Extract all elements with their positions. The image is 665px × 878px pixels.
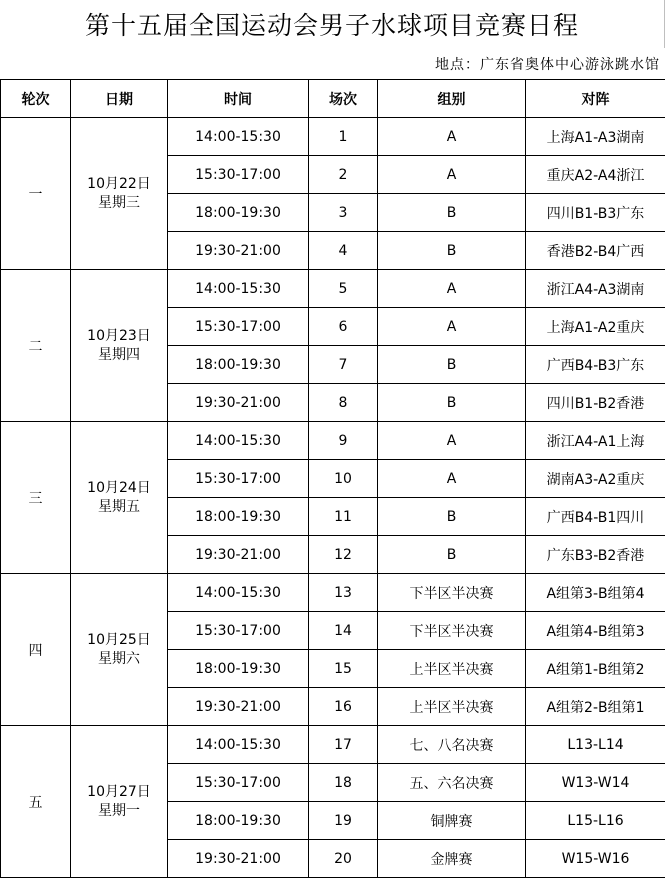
time-cell: 19:30-21:00 xyxy=(168,536,309,574)
matchup-cell: 重庆A2-A4浙江 xyxy=(526,156,665,194)
date-text: 10月24日 xyxy=(71,479,167,498)
header-date: 日期 xyxy=(71,80,168,118)
match-no-cell: 4 xyxy=(309,232,378,270)
table-row xyxy=(1,270,665,308)
weekday-text: 星期五 xyxy=(71,498,167,517)
match-no-cell: 20 xyxy=(309,840,378,878)
time-cell: 15:30-17:00 xyxy=(168,460,309,498)
match-no-cell: 15 xyxy=(309,650,378,688)
group-cell: A xyxy=(378,422,526,460)
match-no-cell: 6 xyxy=(309,308,378,346)
match-no-cell: 7 xyxy=(309,346,378,384)
match-no-cell: 13 xyxy=(309,574,378,612)
matchup-cell: 四川B1-B3广东 xyxy=(526,194,665,232)
group-cell: A xyxy=(378,118,526,156)
group-cell: B xyxy=(378,346,526,384)
matchup-cell: 上海A1-A2重庆 xyxy=(526,308,665,346)
weekday-text: 星期六 xyxy=(71,650,167,669)
matchup-cell: 广西B4-B3广东 xyxy=(526,346,665,384)
round-cell: 二 xyxy=(1,270,71,422)
match-no-cell: 10 xyxy=(309,460,378,498)
time-cell: 15:30-17:00 xyxy=(168,612,309,650)
date-cell xyxy=(71,422,168,574)
matchup-cell: A组第2-B组第1 xyxy=(526,688,665,726)
matchup-cell: 广西B4-B1四川 xyxy=(526,498,665,536)
group-cell: 五、六名决赛 xyxy=(378,764,526,802)
matchup-cell: A组第1-B组第2 xyxy=(526,650,665,688)
match-no-cell: 16 xyxy=(309,688,378,726)
time-cell: 19:30-21:00 xyxy=(168,840,309,878)
header-time: 时间 xyxy=(168,80,309,118)
matchup-cell: L15-L16 xyxy=(526,802,665,840)
group-cell: B xyxy=(378,536,526,574)
header-round: 轮次 xyxy=(1,80,71,118)
group-cell: B xyxy=(378,498,526,536)
round-cell: 五 xyxy=(1,726,71,878)
table-row xyxy=(1,574,665,612)
weekday-text: 星期一 xyxy=(71,802,167,821)
header-matchup: 对阵 xyxy=(526,80,665,118)
match-no-cell: 1 xyxy=(309,118,378,156)
table-row xyxy=(1,118,665,156)
match-no-cell: 11 xyxy=(309,498,378,536)
table-row xyxy=(1,422,665,460)
group-cell: B xyxy=(378,194,526,232)
table-row xyxy=(1,726,665,764)
time-cell: 18:00-19:30 xyxy=(168,346,309,384)
group-cell: 铜牌赛 xyxy=(378,802,526,840)
matchup-cell: 上海A1-A3湖南 xyxy=(526,118,665,156)
match-no-cell: 3 xyxy=(309,194,378,232)
time-cell: 18:00-19:30 xyxy=(168,802,309,840)
round-cell: 三 xyxy=(1,422,71,574)
round-cell: 一 xyxy=(1,118,71,270)
matchup-cell: 香港B2-B4广西 xyxy=(526,232,665,270)
group-cell: A xyxy=(378,270,526,308)
venue-label: 地点：广东省奥体中心游泳跳水馆 xyxy=(0,49,660,78)
schedule-body xyxy=(1,118,665,878)
date-text: 10月27日 xyxy=(71,783,167,802)
weekday-text: 星期四 xyxy=(71,346,167,365)
group-cell: 上半区半决赛 xyxy=(378,650,526,688)
match-no-cell: 14 xyxy=(309,612,378,650)
matchup-cell: A组第4-B组第3 xyxy=(526,612,665,650)
matchup-cell: 浙江A4-A1上海 xyxy=(526,422,665,460)
date-text: 10月23日 xyxy=(71,327,167,346)
matchup-cell: W13-W14 xyxy=(526,764,665,802)
date-cell xyxy=(71,270,168,422)
time-cell: 14:00-15:30 xyxy=(168,726,309,764)
match-no-cell: 5 xyxy=(309,270,378,308)
time-cell: 18:00-19:30 xyxy=(168,498,309,536)
group-cell: 上半区半决赛 xyxy=(378,688,526,726)
time-cell: 14:00-15:30 xyxy=(168,270,309,308)
time-cell: 18:00-19:30 xyxy=(168,650,309,688)
matchup-cell: 湖南A3-A2重庆 xyxy=(526,460,665,498)
match-no-cell: 8 xyxy=(309,384,378,422)
group-cell: A xyxy=(378,308,526,346)
match-no-cell: 12 xyxy=(309,536,378,574)
time-cell: 14:00-15:30 xyxy=(168,118,309,156)
matchup-cell: W15-W16 xyxy=(526,840,665,878)
header-match-no: 场次 xyxy=(309,80,378,118)
time-cell: 19:30-21:00 xyxy=(168,384,309,422)
match-no-cell: 19 xyxy=(309,802,378,840)
group-cell: 下半区半决赛 xyxy=(378,574,526,612)
time-cell: 14:00-15:30 xyxy=(168,574,309,612)
match-no-cell: 18 xyxy=(309,764,378,802)
matchup-cell: 广东B3-B2香港 xyxy=(526,536,665,574)
schedule-table xyxy=(0,79,665,878)
time-cell: 19:30-21:00 xyxy=(168,232,309,270)
weekday-text: 星期三 xyxy=(71,194,167,213)
header-row xyxy=(1,80,665,118)
group-cell: A xyxy=(378,156,526,194)
matchup-cell: L13-L14 xyxy=(526,726,665,764)
match-no-cell: 17 xyxy=(309,726,378,764)
time-cell: 15:30-17:00 xyxy=(168,308,309,346)
date-text: 10月22日 xyxy=(71,175,167,194)
date-cell xyxy=(71,726,168,878)
date-text: 10月25日 xyxy=(71,631,167,650)
date-cell xyxy=(71,574,168,726)
time-cell: 18:00-19:30 xyxy=(168,194,309,232)
page-title: 第十五届全国运动会男子水球项目竞赛日程 xyxy=(0,0,665,48)
time-cell: 15:30-17:00 xyxy=(168,156,309,194)
matchup-cell: A组第3-B组第4 xyxy=(526,574,665,612)
match-no-cell: 9 xyxy=(309,422,378,460)
time-cell: 19:30-21:00 xyxy=(168,688,309,726)
group-cell: B xyxy=(378,232,526,270)
group-cell: B xyxy=(378,384,526,422)
group-cell: 金牌赛 xyxy=(378,840,526,878)
round-cell: 四 xyxy=(1,574,71,726)
matchup-cell: 四川B1-B2香港 xyxy=(526,384,665,422)
group-cell: 下半区半决赛 xyxy=(378,612,526,650)
match-no-cell: 2 xyxy=(309,156,378,194)
matchup-cell: 浙江A4-A3湖南 xyxy=(526,270,665,308)
time-cell: 15:30-17:00 xyxy=(168,764,309,802)
group-cell: A xyxy=(378,460,526,498)
date-cell xyxy=(71,118,168,270)
time-cell: 14:00-15:30 xyxy=(168,422,309,460)
group-cell: 七、八名决赛 xyxy=(378,726,526,764)
header-group: 组别 xyxy=(378,80,526,118)
